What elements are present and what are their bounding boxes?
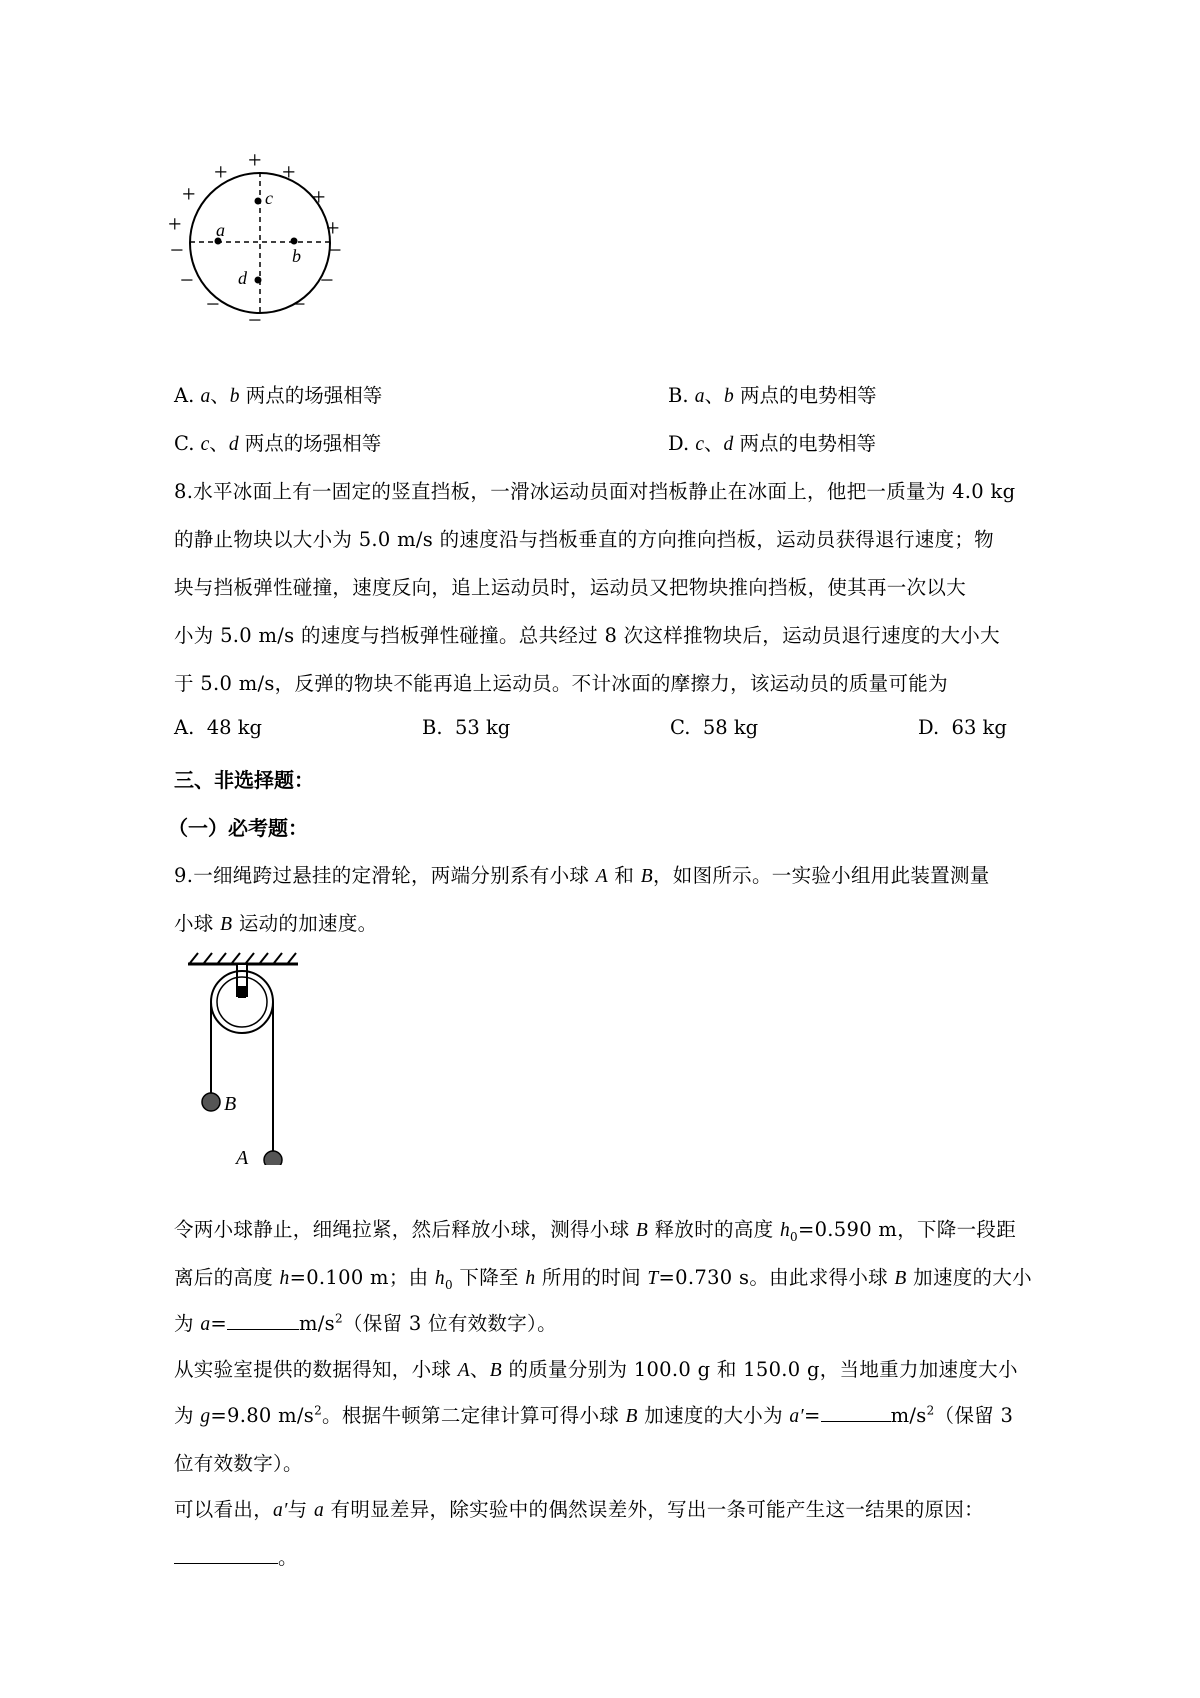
minus-sign: − bbox=[292, 292, 306, 318]
point-b-dot bbox=[291, 238, 298, 245]
q9-p2-line-2: 为 g=9.80 $m/s^2$。根据牛顿第二定律计算可得小球 B 加速度的大小为 $a'= m/s^2$（保留 3 bbox=[174, 1403, 1014, 1427]
q9-p3-line-1: 可以看出，a′与 a 有明显差异，除实验中的偶然误差外，写出一条可能产生这一结果的原因： bbox=[174, 1498, 984, 1521]
ball-b bbox=[202, 1093, 220, 1111]
plus-sign: + bbox=[182, 182, 196, 208]
minus-sign: − bbox=[328, 238, 342, 264]
point-c-dot bbox=[255, 198, 262, 205]
plus-sign: + bbox=[326, 216, 340, 242]
label-a: a bbox=[216, 220, 225, 240]
ceiling-hatching bbox=[190, 953, 296, 963]
q9-line-2: 小球 B 运动的加速度。 bbox=[174, 912, 378, 935]
q9-p2-line-1: 从实验室提供的数据得知，小球 A、B 的质量分别为 100.0 g 和 150.0 g，当地重力加速度大小 bbox=[174, 1358, 1018, 1381]
minus-sign: − bbox=[170, 238, 184, 264]
q8-line-2: 的静止物块以大小为 5.0 m/s 的速度沿与挡板垂直的方向推向挡板，运动员获得退行速度；物 bbox=[174, 528, 994, 551]
label-c: c bbox=[265, 188, 273, 208]
minus-sign: − bbox=[180, 268, 194, 294]
q9-p1-line-1: 令两小球静止，细绳拉紧，然后释放小球，测得小球 B 释放时的高度 $h_0=0.590$ m，下降一段距 bbox=[174, 1218, 1016, 1244]
charged-ring-figure bbox=[160, 150, 370, 335]
q8-line-4: 小为 5.0 m/s 的速度与挡板弹性碰撞。总共经过 8 次这样推物块后，运动员退行速度的大小大 bbox=[174, 624, 1000, 647]
q8-option-c: C. 58 kg bbox=[670, 716, 759, 739]
label-ball-a: A bbox=[236, 1147, 249, 1165]
q8-line-3: 块与挡板弹性碰撞，速度反向，追上运动员时，运动员又把物块推向挡板，使其再一次以大 bbox=[174, 576, 967, 599]
q9-p1-line-3: 为 $a= m/s^2$（保留 3 位有效数字）。 bbox=[174, 1311, 557, 1335]
q7-option-b: B. a、b 两点的电势相等 bbox=[668, 384, 877, 407]
q8-option-a: A. 48 kg bbox=[174, 716, 262, 739]
q9-p3-line-2: 。 bbox=[174, 1542, 298, 1570]
q7-option-c: C. c、d 两点的场强相等 bbox=[174, 432, 382, 455]
q9-line-1: 9.一细绳跨过悬挂的定滑轮，两端分别系有小球 A 和 B，如图所示。一实验小组用此装置测量 bbox=[174, 864, 990, 887]
minus-sign: − bbox=[206, 292, 220, 318]
answer-blank-a[interactable] bbox=[227, 1311, 299, 1330]
label-ball-b: B bbox=[224, 1093, 237, 1115]
q8-line-5: 于 5.0 m/s，反弹的物块不能再追上运动员。不计冰面的摩擦力，该运动员的质量可能为 bbox=[174, 672, 948, 695]
ball-a bbox=[264, 1151, 282, 1165]
q8-option-b: B. 53 kg bbox=[422, 716, 511, 739]
plus-sign: + bbox=[214, 160, 228, 186]
q8-option-d: D. 63 kg bbox=[918, 716, 1007, 739]
q7-option-d: D. c、d 两点的电势相等 bbox=[668, 432, 876, 455]
plus-sign: + bbox=[168, 212, 182, 238]
pulley-figure bbox=[180, 950, 310, 1165]
point-d-dot bbox=[255, 277, 262, 284]
section-3-subtitle: （一）必考题： bbox=[168, 816, 308, 840]
plus-sign: + bbox=[312, 185, 326, 211]
plus-sign: + bbox=[248, 150, 262, 174]
answer-blank-a-prime[interactable] bbox=[821, 1403, 891, 1422]
section-3-title: 三、非选择题： bbox=[174, 768, 314, 792]
pulley-axle bbox=[238, 986, 246, 998]
q7-option-a: A. a、b 两点的场强相等 bbox=[174, 384, 383, 407]
plus-sign: + bbox=[282, 160, 296, 186]
q8-line-1: 8.水平冰面上有一固定的竖直挡板，一滑冰运动员面对挡板静止在冰面上，他把一质量为 4.0 kg bbox=[174, 480, 1016, 503]
q9-p2-line-3: 位有效数字）。 bbox=[174, 1452, 303, 1475]
answer-blank-reason[interactable] bbox=[174, 1545, 278, 1564]
minus-sign: − bbox=[248, 308, 262, 334]
label-b: b bbox=[292, 246, 301, 266]
q9-p1-line-2: 离后的高度 h=0.100 m；由 $h_0$ 下降至 h 所用的时间 T=0.730 s。由此求得小球 B 加速度的大小 bbox=[174, 1266, 1032, 1292]
label-d: d bbox=[238, 268, 247, 288]
minus-sign: − bbox=[320, 268, 334, 294]
